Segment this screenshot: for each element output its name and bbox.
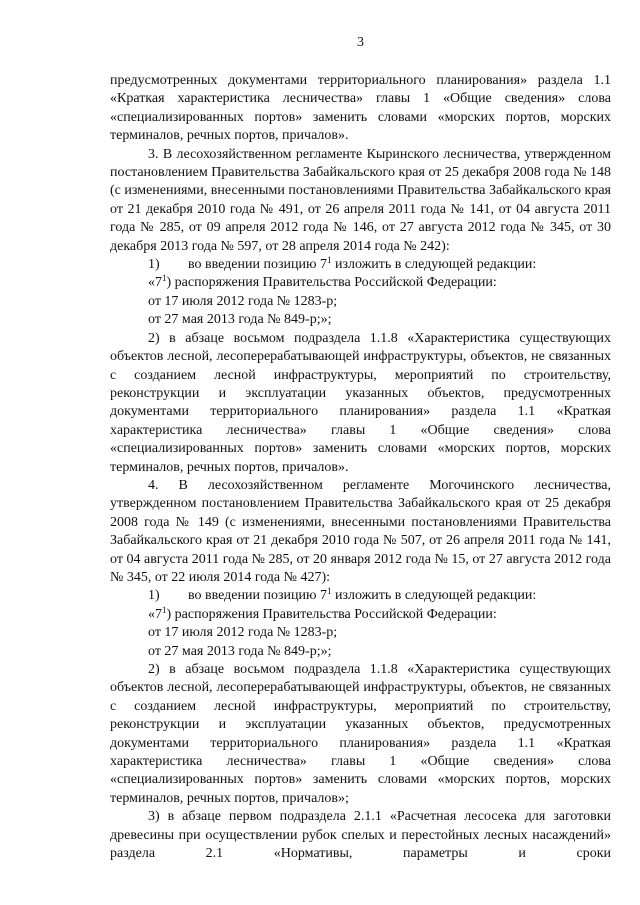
subitem-1-mogochinsky — [110, 587, 611, 605]
subitem-text: во введении позицию $7^1$ изложить в следующей редакции: — [188, 255, 537, 273]
paragraph-subitem-3-mogochinsky: 3) в абзаце первом подраздела 2.1.1 «Расчетная лесосека для заготовки древесины при осуществлении рубок спелых и перестойных лесных насаждений» раздела 2.1 «Нормативы, параметры и сроки — [110, 809, 611, 862]
paragraph-subitem-2-mogochinsky: 2) в абзаце восьмом подраздела 1.1.8 «Характеристика существующих объектов лесной, лесоперерабатывающей инфраструктуры, объектов, не связанных с созданием лесной инфраструктуры, мероприятий по строительству, реконструкции и эксплуатации указанных объектов, предусмотренных документами территориального планирования» раздела 1.1 «Краткая характеристика лесничества» главы 1 «Общие сведения» слова «специализированных портов» заменить словами «морских портов, морских терминалов, речных портов, причалов»; — [110, 662, 611, 806]
superscript: 1 — [162, 273, 167, 284]
page-number: 3 — [357, 35, 364, 50]
order-line: от 27 мая 2013 года № 849-р;»; — [148, 312, 332, 328]
superscript: 1 — [326, 586, 332, 597]
superscript: 1 — [326, 255, 332, 266]
subitem-number: 1) — [148, 588, 160, 604]
subitem-1-kyrinsky — [110, 256, 611, 274]
paragraph-item-4: 4. В лесохозяйственном регламенте Могочинского лесничества, утвержденном постановлением Правительства Забайкальского края от 25 декабря 2008 года № 149 (с изменениями, внесенными постановлениями Правительства Забайкальского края от 21 декабря 2010 года № 507, от 26 апреля 2011 года № 141, от 04 августа 2011 года № 285, от 20 января 2012 года № 15, от 27 августа 2012 года № 345, от 22 июля 2014 года № 427): — [110, 477, 611, 585]
paragraph-continuation: предусмотренных документами территориального планирования» раздела 1.1 «Краткая характеристика лесничества» главы 1 «Общие сведения» слова «специализированных портов» заменить словами «морских портов, морских терминалов, речных портов, причалов». — [110, 73, 611, 144]
order-line: от 17 июля 2012 года № 1283-р; — [148, 293, 338, 309]
quoted-position-line: «$7^1$) распоряжения Правительства Российской Федерации: — [148, 273, 497, 291]
superscript: 1 — [162, 604, 167, 615]
subitem-number: 1) — [148, 257, 160, 273]
order-line: от 27 мая 2013 года № 849-р;»; — [148, 643, 332, 659]
order-line: от 17 июля 2012 года № 1283-р; — [148, 625, 338, 641]
paragraph-subitem-2-kyrinsky: 2) в абзаце восьмом подраздела 1.1.8 «Характеристика существующих объектов лесной, лесоперерабатывающей инфраструктуры, объектов, не связанных с созданием лесной инфраструктуры, мероприятий по строительству, реконструкции и эксплуатации указанных объектов, предусмотренных документами территориального планирования» раздела 1.1 «Краткая характеристика лесничества» главы 1 «Общие сведения» слова «специализированных портов» заменить словами «морских портов, морских терминалов, речных портов, причалов». — [110, 330, 611, 475]
subitem-text: во введении позицию $7^1$ изложить в следующей редакции: — [188, 586, 537, 604]
quoted-position-line: «$7^1$) распоряжения Правительства Российской Федерации: — [148, 604, 497, 622]
paragraph-item-3: 3. В лесохозяйственном регламенте Кыринского лесничества, утвержденном постановлением Правительства Забайкальского края от 25 декабря 2008 года № 148 (с изменениями, внесенными постановлениями Правительства Забайкальского края от 21 декабря 2010 года № 491, от 26 апреля 2011 года № 141, от 04 августа 2011 года № 285, от 09 апреля 2012 года № 146, от 27 августа 2012 года № 345, от 30 декабря 2013 года № 597, от 28 апреля 2014 года № 242): — [110, 146, 611, 254]
